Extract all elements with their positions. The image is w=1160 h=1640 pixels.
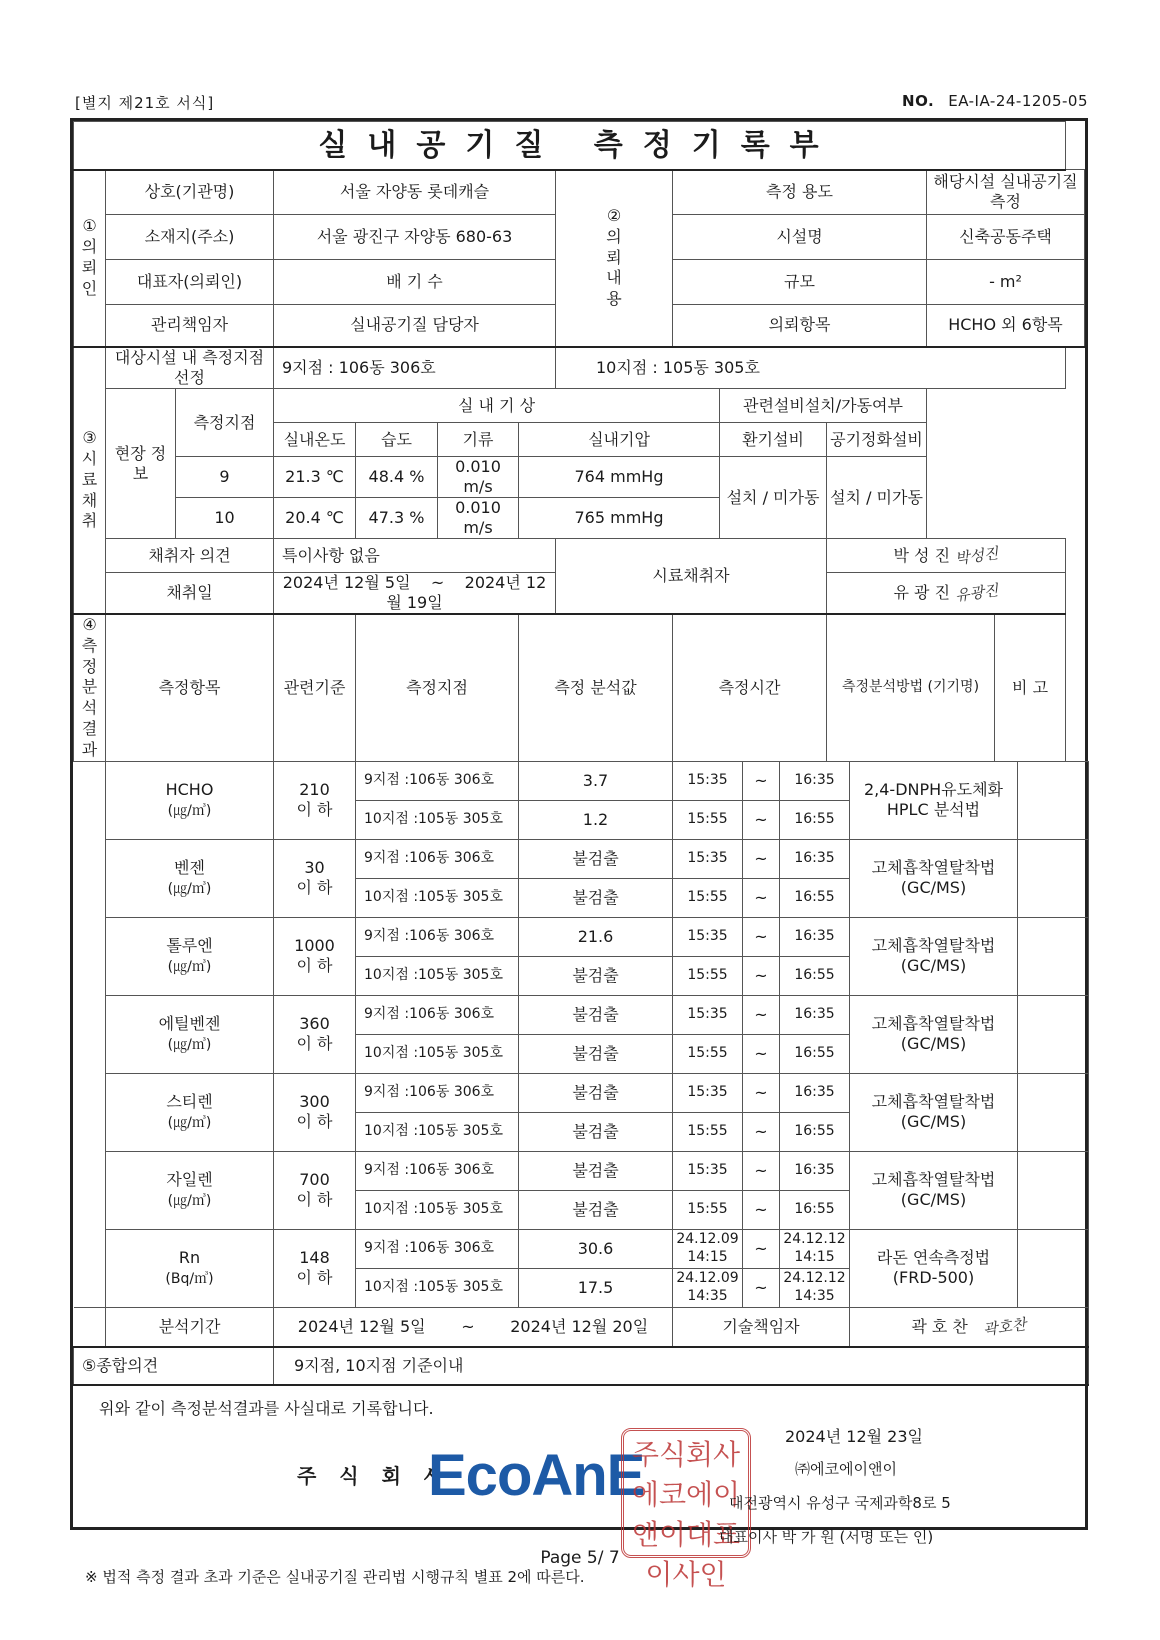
- time-tilde: ~: [743, 1034, 780, 1073]
- item-standard: 700 이 하: [274, 1151, 356, 1229]
- item-value: 불검출: [519, 1151, 673, 1190]
- no-label: NO.: [902, 92, 935, 110]
- col-item: 측정항목: [106, 614, 274, 761]
- item-name: 벤젠 (㎍/㎥): [106, 839, 274, 917]
- item-point: 9지점 :106동 306호: [356, 1229, 519, 1268]
- point-9: 9지점 : 106동 306호: [274, 347, 556, 389]
- item-remarks: [1018, 1073, 1089, 1151]
- point-cell: 9: [176, 457, 274, 498]
- item-time-start: 15:55: [673, 1034, 743, 1073]
- sec1-value: 배 기 수: [274, 260, 556, 305]
- spacer-cell: [74, 1307, 106, 1347]
- time-tilde: ~: [743, 1073, 780, 1112]
- item-remarks: [1018, 1151, 1089, 1229]
- col-remarks: 비 고: [995, 614, 1066, 761]
- item-time-end: 16:55: [780, 956, 850, 995]
- section-spacer: [74, 800, 106, 839]
- section-spacer: [74, 878, 106, 917]
- signature-1: 박성진: [954, 543, 1000, 568]
- ventilation-status: 설치 / 미가동: [720, 457, 827, 539]
- col-standard: 관련기준: [274, 614, 356, 761]
- item-time-start: 15:55: [673, 1112, 743, 1151]
- item-standard: 30 이 하: [274, 839, 356, 917]
- item-point: 10지점 :105동 305호: [356, 800, 519, 839]
- sec1-key: 상호(기관명): [106, 170, 274, 215]
- sampling-date: 2024년 12월 5일 ~ 2024년 12월 19일: [274, 573, 556, 615]
- item-time-start: 24.12.09 14:35: [673, 1268, 743, 1307]
- item-time-end: 16:55: [780, 878, 850, 917]
- sec1-value: 서울 광진구 자양동 680-63: [274, 215, 556, 260]
- temp-cell: 21.3 ℃: [274, 457, 356, 498]
- opinion-label: 채취자 의견: [106, 539, 274, 573]
- pressure-cell: 765 mmHg: [519, 498, 720, 539]
- item-point: 9지점 :106동 306호: [356, 1073, 519, 1112]
- results-table: [73, 761, 1089, 1387]
- sampler-1: 박 성 진 박성진: [827, 539, 1066, 573]
- section-spacer: [74, 956, 106, 995]
- item-time-end: 16:55: [780, 1034, 850, 1073]
- sec2-key: 측정 용도: [673, 170, 927, 215]
- issue-date: 2024년 12월 23일: [785, 1427, 923, 1447]
- sec3-label: ③ 시 료 채 취: [74, 347, 106, 615]
- time-tilde: ~: [743, 917, 780, 956]
- section-spacer: [74, 1268, 106, 1307]
- item-standard: 300 이 하: [274, 1073, 356, 1151]
- document-number: [902, 92, 1088, 110]
- section-spacer: [74, 1190, 106, 1229]
- section-spacer: [74, 761, 106, 800]
- col-ventilation: 환기설비: [720, 423, 827, 457]
- item-value: 불검출: [519, 839, 673, 878]
- sec4-label: ④ 측 정 분 석 결 과: [74, 614, 106, 761]
- time-tilde: ~: [743, 1268, 780, 1307]
- sampler-label: 시료채취자: [556, 539, 827, 615]
- item-standard: 360 이 하: [274, 995, 356, 1073]
- time-tilde: ~: [743, 878, 780, 917]
- item-point: 9지점 :106동 306호: [356, 839, 519, 878]
- item-value: 21.6: [519, 917, 673, 956]
- item-time-start: 15:35: [673, 917, 743, 956]
- temp-cell: 20.4 ℃: [274, 498, 356, 539]
- item-remarks: [1018, 1229, 1089, 1307]
- item-point: 10지점 :105동 305호: [356, 1268, 519, 1307]
- page-title: 실내공기질 측정기록부: [74, 122, 1066, 170]
- item-remarks: [1018, 995, 1089, 1073]
- company-address: 대전광역시 유성구 국제과학8로 5: [729, 1494, 951, 1513]
- item-time-start: 15:35: [673, 1151, 743, 1190]
- item-name: HCHO (㎍/㎥): [106, 761, 274, 839]
- humidity-cell: 47.3 %: [356, 498, 438, 539]
- section-spacer: [74, 1229, 106, 1268]
- item-method: 2,4-DNPH유도체화 HPLC 분석법: [850, 761, 1018, 839]
- period-label: 분석기간: [106, 1307, 274, 1347]
- section-spacer: [74, 1034, 106, 1073]
- item-time-start: 15:35: [673, 1073, 743, 1112]
- item-value: 불검출: [519, 1034, 673, 1073]
- item-time-start: 15:55: [673, 956, 743, 995]
- item-time-end: 16:55: [780, 1190, 850, 1229]
- time-tilde: ~: [743, 800, 780, 839]
- sec1-value: 실내공기질 담당자: [274, 305, 556, 347]
- company-name: ㈜에코에이앤이: [795, 1460, 897, 1479]
- legal-note: ※ 법적 측정 결과 초과 기준은 실내공기질 관리법 시행규칙 별표 2에 따른다.: [85, 1568, 585, 1587]
- item-value: 불검출: [519, 878, 673, 917]
- item-remarks: [1018, 761, 1089, 839]
- item-name: 스티렌 (㎍/㎥): [106, 1073, 274, 1151]
- item-standard: 210 이 하: [274, 761, 356, 839]
- sec2-key: 의뢰항목: [673, 305, 927, 347]
- statement: 위와 같이 측정분석결과를 사실대로 기록합니다.: [99, 1399, 434, 1419]
- sec1-key: 관리책임자: [106, 305, 274, 347]
- item-name: 자일렌 (㎍/㎥): [106, 1151, 274, 1229]
- sec2-value: 신축공동주택: [927, 215, 1085, 260]
- item-time-end: 24.12.12 14:35: [780, 1268, 850, 1307]
- target-label: 대상시설 내 측정지점 선정: [106, 347, 274, 389]
- company-logo: EcoAnE: [428, 1443, 645, 1509]
- time-tilde: ~: [743, 995, 780, 1034]
- item-value: 30.6: [519, 1229, 673, 1268]
- col-temp: 실내온도: [274, 423, 356, 457]
- sec1-value: 서울 자양동 롯데캐슬: [274, 170, 556, 215]
- sec2-label: ② 의 뢰 내 용: [556, 170, 673, 347]
- item-time-start: 15:55: [673, 878, 743, 917]
- signature-2: 유광진: [954, 581, 1000, 605]
- sec1-label: ① 의 뢰 인: [74, 170, 106, 347]
- time-tilde: ~: [743, 761, 780, 800]
- item-point: 9지점 :106동 306호: [356, 917, 519, 956]
- ceo-line: 대표이사 박 가 원 (서명 또는 인): [719, 1528, 934, 1547]
- item-time-end: 16:55: [780, 1112, 850, 1151]
- form-code: [별지 제21호 서식]: [75, 94, 215, 112]
- sec2-key: 규모: [673, 260, 927, 305]
- company-seal: 주식회사에코에이앤이대표이사인: [621, 1428, 751, 1558]
- col-point: 측정지점: [176, 389, 274, 457]
- record-table: [73, 121, 1085, 762]
- item-value: 불검출: [519, 1112, 673, 1151]
- humidity-cell: 48.4 %: [356, 457, 438, 498]
- equip-header: 관련설비설치/가동여부: [720, 389, 927, 423]
- sec2-value: HCHO 외 6항목: [927, 305, 1085, 347]
- col-method: 측정분석방법 (기기명): [827, 614, 995, 761]
- purifier-status: 설치 / 미가동: [827, 457, 927, 539]
- item-method: 고체흡착열탈착법 (GC/MS): [850, 1151, 1018, 1229]
- item-value: 불검출: [519, 956, 673, 995]
- col-value: 측정 분석값: [519, 614, 673, 761]
- time-tilde: ~: [743, 1112, 780, 1151]
- opinion-value: 특이사항 없음: [274, 539, 556, 573]
- item-time-end: 16:35: [780, 995, 850, 1034]
- col-time: 측정시간: [673, 614, 827, 761]
- sec2-value: - m²: [927, 260, 1085, 305]
- point-10: 10지점 : 105동 305호: [556, 347, 1066, 389]
- section-spacer: [74, 917, 106, 956]
- page-number: Page 5/ 7: [540, 1548, 620, 1568]
- item-time-end: 16:35: [780, 917, 850, 956]
- item-value: 불검출: [519, 1190, 673, 1229]
- site-info-label: 현장 정보: [106, 389, 176, 539]
- item-time-end: 16:35: [780, 839, 850, 878]
- section-spacer: [74, 995, 106, 1034]
- section-spacer: [74, 1112, 106, 1151]
- time-tilde: ~: [743, 1229, 780, 1268]
- item-point: 10지점 :105동 305호: [356, 1112, 519, 1151]
- col-airflow: 기류: [438, 423, 519, 457]
- item-method: 고체흡착열탈착법 (GC/MS): [850, 839, 1018, 917]
- point-cell: 10: [176, 498, 274, 539]
- item-time-end: 16:35: [780, 761, 850, 800]
- item-time-end: 16:35: [780, 1151, 850, 1190]
- item-value: 1.2: [519, 800, 673, 839]
- item-remarks: [1018, 917, 1089, 995]
- airflow-cell: 0.010 m/s: [438, 498, 519, 539]
- col-humidity: 습도: [356, 423, 438, 457]
- item-point: 9지점 :106동 306호: [356, 1151, 519, 1190]
- col-pressure: 실내기압: [519, 423, 720, 457]
- item-method: 라돈 연속측정법 (FRD-500): [850, 1229, 1018, 1307]
- time-tilde: ~: [743, 956, 780, 995]
- pressure-cell: 764 mmHg: [519, 457, 720, 498]
- item-time-start: 15:55: [673, 800, 743, 839]
- item-time-end: 24.12.12 14:15: [780, 1229, 850, 1268]
- item-time-start: 15:55: [673, 1190, 743, 1229]
- sec2-value: 해당시설 실내공기질 측정: [927, 170, 1085, 215]
- sec5-label: ⑤종합의견: [74, 1347, 274, 1385]
- item-time-start: 24.12.09 14:15: [673, 1229, 743, 1268]
- date-label: 채취일: [106, 573, 274, 615]
- item-time-start: 15:35: [673, 761, 743, 800]
- item-standard: 148 이 하: [274, 1229, 356, 1307]
- section-spacer: [74, 1151, 106, 1190]
- item-point: 10지점 :105동 305호: [356, 1190, 519, 1229]
- col-point: 측정지점: [356, 614, 519, 761]
- section-spacer: [74, 839, 106, 878]
- item-name: Rn (Bq/㎥): [106, 1229, 274, 1307]
- sec1-key: 소재지(주소): [106, 215, 274, 260]
- item-name: 에틸벤젠 (㎍/㎥): [106, 995, 274, 1073]
- item-time-end: 16:55: [780, 800, 850, 839]
- tech-signature: 곽호찬: [982, 1314, 1028, 1339]
- time-tilde: ~: [743, 1190, 780, 1229]
- time-tilde: ~: [743, 1151, 780, 1190]
- doc-no-value: EA-IA-24-1205-05: [948, 92, 1088, 110]
- section-spacer: [74, 1073, 106, 1112]
- item-method: 고체흡착열탈착법 (GC/MS): [850, 1073, 1018, 1151]
- item-point: 10지점 :105동 305호: [356, 1034, 519, 1073]
- footer-area: [73, 1386, 1085, 1606]
- item-point: 10지점 :105동 305호: [356, 878, 519, 917]
- item-point: 9지점 :106동 306호: [356, 761, 519, 800]
- item-method: 고체흡착열탈착법 (GC/MS): [850, 917, 1018, 995]
- item-value: 불검출: [519, 995, 673, 1034]
- item-point: 9지점 :106동 306호: [356, 995, 519, 1034]
- item-standard: 1000 이 하: [274, 917, 356, 995]
- indoor-header: 실 내 기 상: [274, 389, 720, 423]
- item-time-start: 15:35: [673, 839, 743, 878]
- item-value: 불검출: [519, 1073, 673, 1112]
- analysis-period: 2024년 12월 5일 ~ 2024년 12월 20일: [274, 1307, 673, 1347]
- item-method: 고체흡착열탈착법 (GC/MS): [850, 995, 1018, 1073]
- overall-opinion: 9지점, 10지점 기준이내: [274, 1347, 1089, 1385]
- item-name: 톨루엔 (㎍/㎥): [106, 917, 274, 995]
- col-purifier: 공기정화설비: [827, 423, 927, 457]
- item-value: 3.7: [519, 761, 673, 800]
- tech-label: 기술책임자: [673, 1307, 850, 1347]
- sec1-key: 대표자(의뢰인): [106, 260, 274, 305]
- item-point: 10지점 :105동 305호: [356, 956, 519, 995]
- tech-manager: 곽 호 찬 곽호찬: [850, 1307, 1089, 1347]
- time-tilde: ~: [743, 839, 780, 878]
- sec2-key: 시설명: [673, 215, 927, 260]
- airflow-cell: 0.010 m/s: [438, 457, 519, 498]
- item-time-start: 15:35: [673, 995, 743, 1034]
- item-time-end: 16:35: [780, 1073, 850, 1112]
- sampler-2: 유 광 진 유광진: [827, 573, 1066, 615]
- item-remarks: [1018, 839, 1089, 917]
- item-value: 17.5: [519, 1268, 673, 1307]
- company-label: 주 식 회 사: [297, 1464, 452, 1489]
